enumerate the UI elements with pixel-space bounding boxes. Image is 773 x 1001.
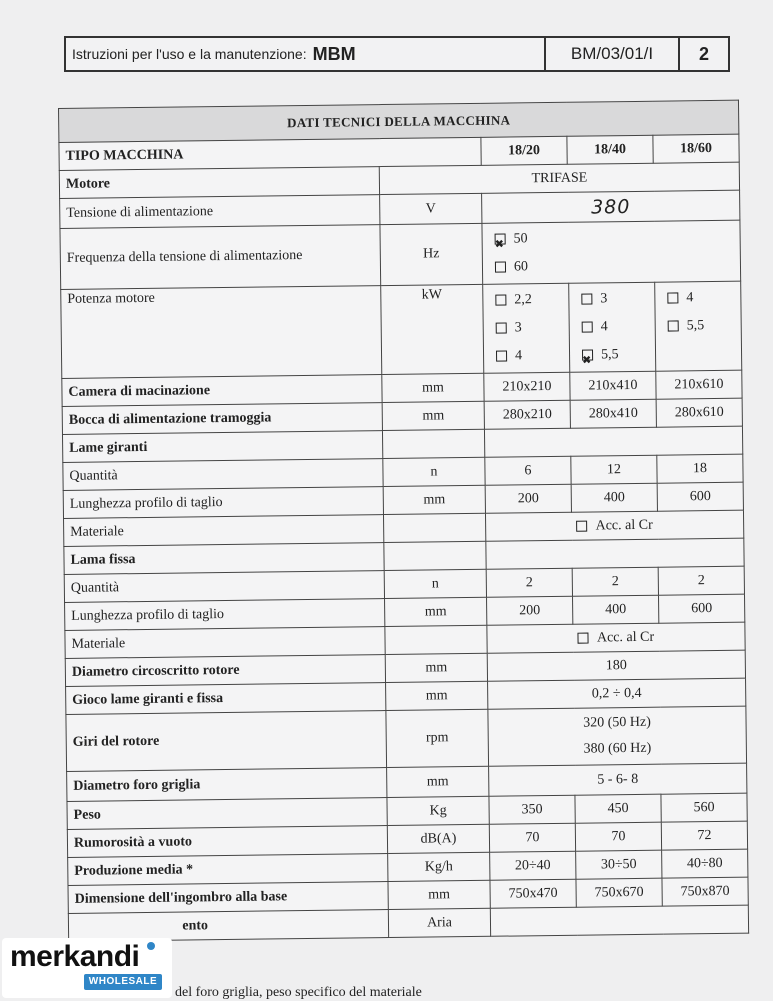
value-cell: 20÷40 <box>490 851 576 880</box>
row-label: ento <box>68 910 388 942</box>
voltage-value-handwritten: 380 <box>590 195 631 218</box>
unit-cell: mm <box>385 653 487 682</box>
unit-cell: mm <box>382 401 484 430</box>
value-cell: 600 <box>658 594 744 623</box>
value-cell: 6 <box>485 456 571 485</box>
empty-cell <box>382 429 484 458</box>
value-cell: 200 <box>487 596 573 625</box>
empty-cell <box>486 538 744 569</box>
value-cell: 30÷50 <box>576 850 662 879</box>
value-cell: 12 <box>571 455 657 484</box>
checkbox-icon <box>495 262 506 273</box>
row-label: Diametro circoscritto rotore <box>65 655 385 687</box>
unit-cell: dB(A) <box>387 824 489 853</box>
row-label: Peso <box>67 798 387 830</box>
value-cell: 400 <box>573 595 659 624</box>
checkbox-icon <box>496 351 507 362</box>
value-cell: 750x670 <box>576 878 662 907</box>
power-options-18-20: 2,2 3 4 <box>483 283 570 373</box>
machine-type-label: TIPO MACCHINA <box>59 137 481 170</box>
motor-label: Motore <box>59 167 379 199</box>
hopper-label: Bocca di alimentazione tramoggia <box>62 403 382 435</box>
value-cell: 450 <box>575 794 661 823</box>
checkbox-icon <box>495 295 506 306</box>
unit-cell: rpm <box>386 709 489 767</box>
value-cell: 180 <box>487 650 745 681</box>
value-cell: 18 <box>657 454 743 483</box>
rotating-blades-label: Lame giranti <box>62 431 382 463</box>
value-cell: 280x410 <box>570 399 656 428</box>
row-label: Lunghezza profilo di taglio <box>65 599 385 631</box>
value-cell: 0,2 ÷ 0,4 <box>488 678 746 709</box>
row-label: Materiale <box>64 515 384 547</box>
header-brand: MBM <box>312 43 356 64</box>
unit-cell: n <box>384 569 486 598</box>
voltage-label: Tensione di alimentazione <box>60 195 380 229</box>
empty-cell <box>385 625 487 654</box>
row-label: Materiale <box>65 627 385 659</box>
power-options-18-60: 4 5,5 <box>655 281 742 371</box>
row-label: Lunghezza profilo di taglio <box>63 487 383 519</box>
value-cell: 72 <box>661 821 747 850</box>
empty-cell <box>384 541 486 570</box>
value-cell: 2 <box>658 566 744 595</box>
model-header: 18/60 <box>653 134 739 163</box>
value-cell: 70 <box>575 822 661 851</box>
checkbox-icon <box>668 321 679 332</box>
material-cell: Acc. al Cr <box>487 622 745 653</box>
logo-dot-icon <box>147 942 155 950</box>
empty-cell <box>484 426 742 457</box>
value-cell: Aria <box>388 908 490 937</box>
header-title: Istruzioni per l'uso e la manutenzione: MBM <box>72 43 356 64</box>
value-cell: 400 <box>571 483 657 512</box>
checkbox-checked-icon <box>495 234 506 245</box>
unit-cell: mm <box>382 373 484 402</box>
row-label: Quantità <box>64 571 384 603</box>
empty-cell <box>383 513 485 542</box>
unit-cell: mm <box>386 681 488 710</box>
value-cell: 750x470 <box>490 879 576 908</box>
checkbox-checked-icon <box>582 350 593 361</box>
technical-data-table <box>58 100 749 942</box>
fixed-blade-label: Lama fissa <box>64 543 384 575</box>
unit-cell: Kg/h <box>388 852 490 881</box>
row-label: Produzione media * <box>68 854 388 886</box>
row-label: Giri del rotore <box>66 711 387 772</box>
value-cell: 40÷80 <box>662 849 748 878</box>
value-cell: 280x210 <box>484 400 570 429</box>
checkbox-icon <box>581 294 592 305</box>
unit-cell: mm <box>388 880 490 909</box>
value-cell: 70 <box>489 823 575 852</box>
chamber-label: Camera di macinazione <box>62 375 382 407</box>
frequency-unit: Hz <box>380 223 483 285</box>
unit-cell: mm <box>383 485 485 514</box>
row-label: Gioco lame giranti e fissa <box>66 683 386 715</box>
material-cell: Acc. al Cr <box>485 510 743 541</box>
value-cell: 320 (50 Hz) 380 (60 Hz) <box>488 706 747 766</box>
value-cell: 210x410 <box>570 371 656 400</box>
unit-cell: n <box>383 457 485 486</box>
voltage-unit: V <box>380 193 482 224</box>
value-cell: 200 <box>485 484 571 513</box>
table-title: DATI TECNICI DELLA MACCHINA <box>59 100 739 142</box>
value-cell: 210x210 <box>484 372 570 401</box>
value-cell: 5 - 6- 8 <box>489 763 747 796</box>
row-label: Diametro foro griglia <box>67 768 387 802</box>
model-header: 18/40 <box>567 135 653 164</box>
document-header <box>64 36 730 72</box>
value-cell: 560 <box>661 793 747 822</box>
value-cell: 2 <box>486 568 572 597</box>
checkbox-icon <box>667 293 678 304</box>
value-cell: 750x870 <box>662 877 748 906</box>
frequency-label: Frequenza della tensione di alimentazione <box>60 225 381 290</box>
unit-cell: mm <box>385 597 487 626</box>
power-label: Potenza motore <box>61 286 382 379</box>
row-label: Rumorosità a vuoto <box>67 826 387 858</box>
header-doc-code: BM/03/01/I <box>544 38 678 70</box>
value-cell: 2 <box>572 567 658 596</box>
row-label: Dimensione dell'ingombro alla base <box>68 882 388 914</box>
checkbox-icon <box>496 323 507 334</box>
motor-value: TRIFASE <box>379 162 739 194</box>
unit-cell: Kg <box>387 796 489 825</box>
value-cell: 350 <box>489 795 575 824</box>
checkbox-icon <box>582 322 593 333</box>
value-cell: 210x610 <box>656 370 742 399</box>
empty-cell <box>490 905 748 936</box>
frequency-options: ✖50 60 <box>482 220 741 284</box>
model-header: 18/20 <box>481 136 567 165</box>
power-unit: kW <box>381 284 484 374</box>
value-cell: 600 <box>657 482 743 511</box>
checkbox-icon <box>576 520 587 531</box>
footnote: del foro griglia, peso specifico del materiale <box>175 985 422 1000</box>
merkandi-watermark-logo: merkandi WHOLESALE <box>2 938 172 998</box>
checkbox-icon <box>578 632 589 643</box>
spec-sheet <box>58 100 762 968</box>
header-page-number: 2 <box>678 38 728 70</box>
value-cell: 280x610 <box>656 398 742 427</box>
power-options-18-40: 3 4 ✖5,5 <box>569 282 656 372</box>
row-label: Quantità <box>63 459 383 491</box>
unit-cell: mm <box>387 766 489 797</box>
